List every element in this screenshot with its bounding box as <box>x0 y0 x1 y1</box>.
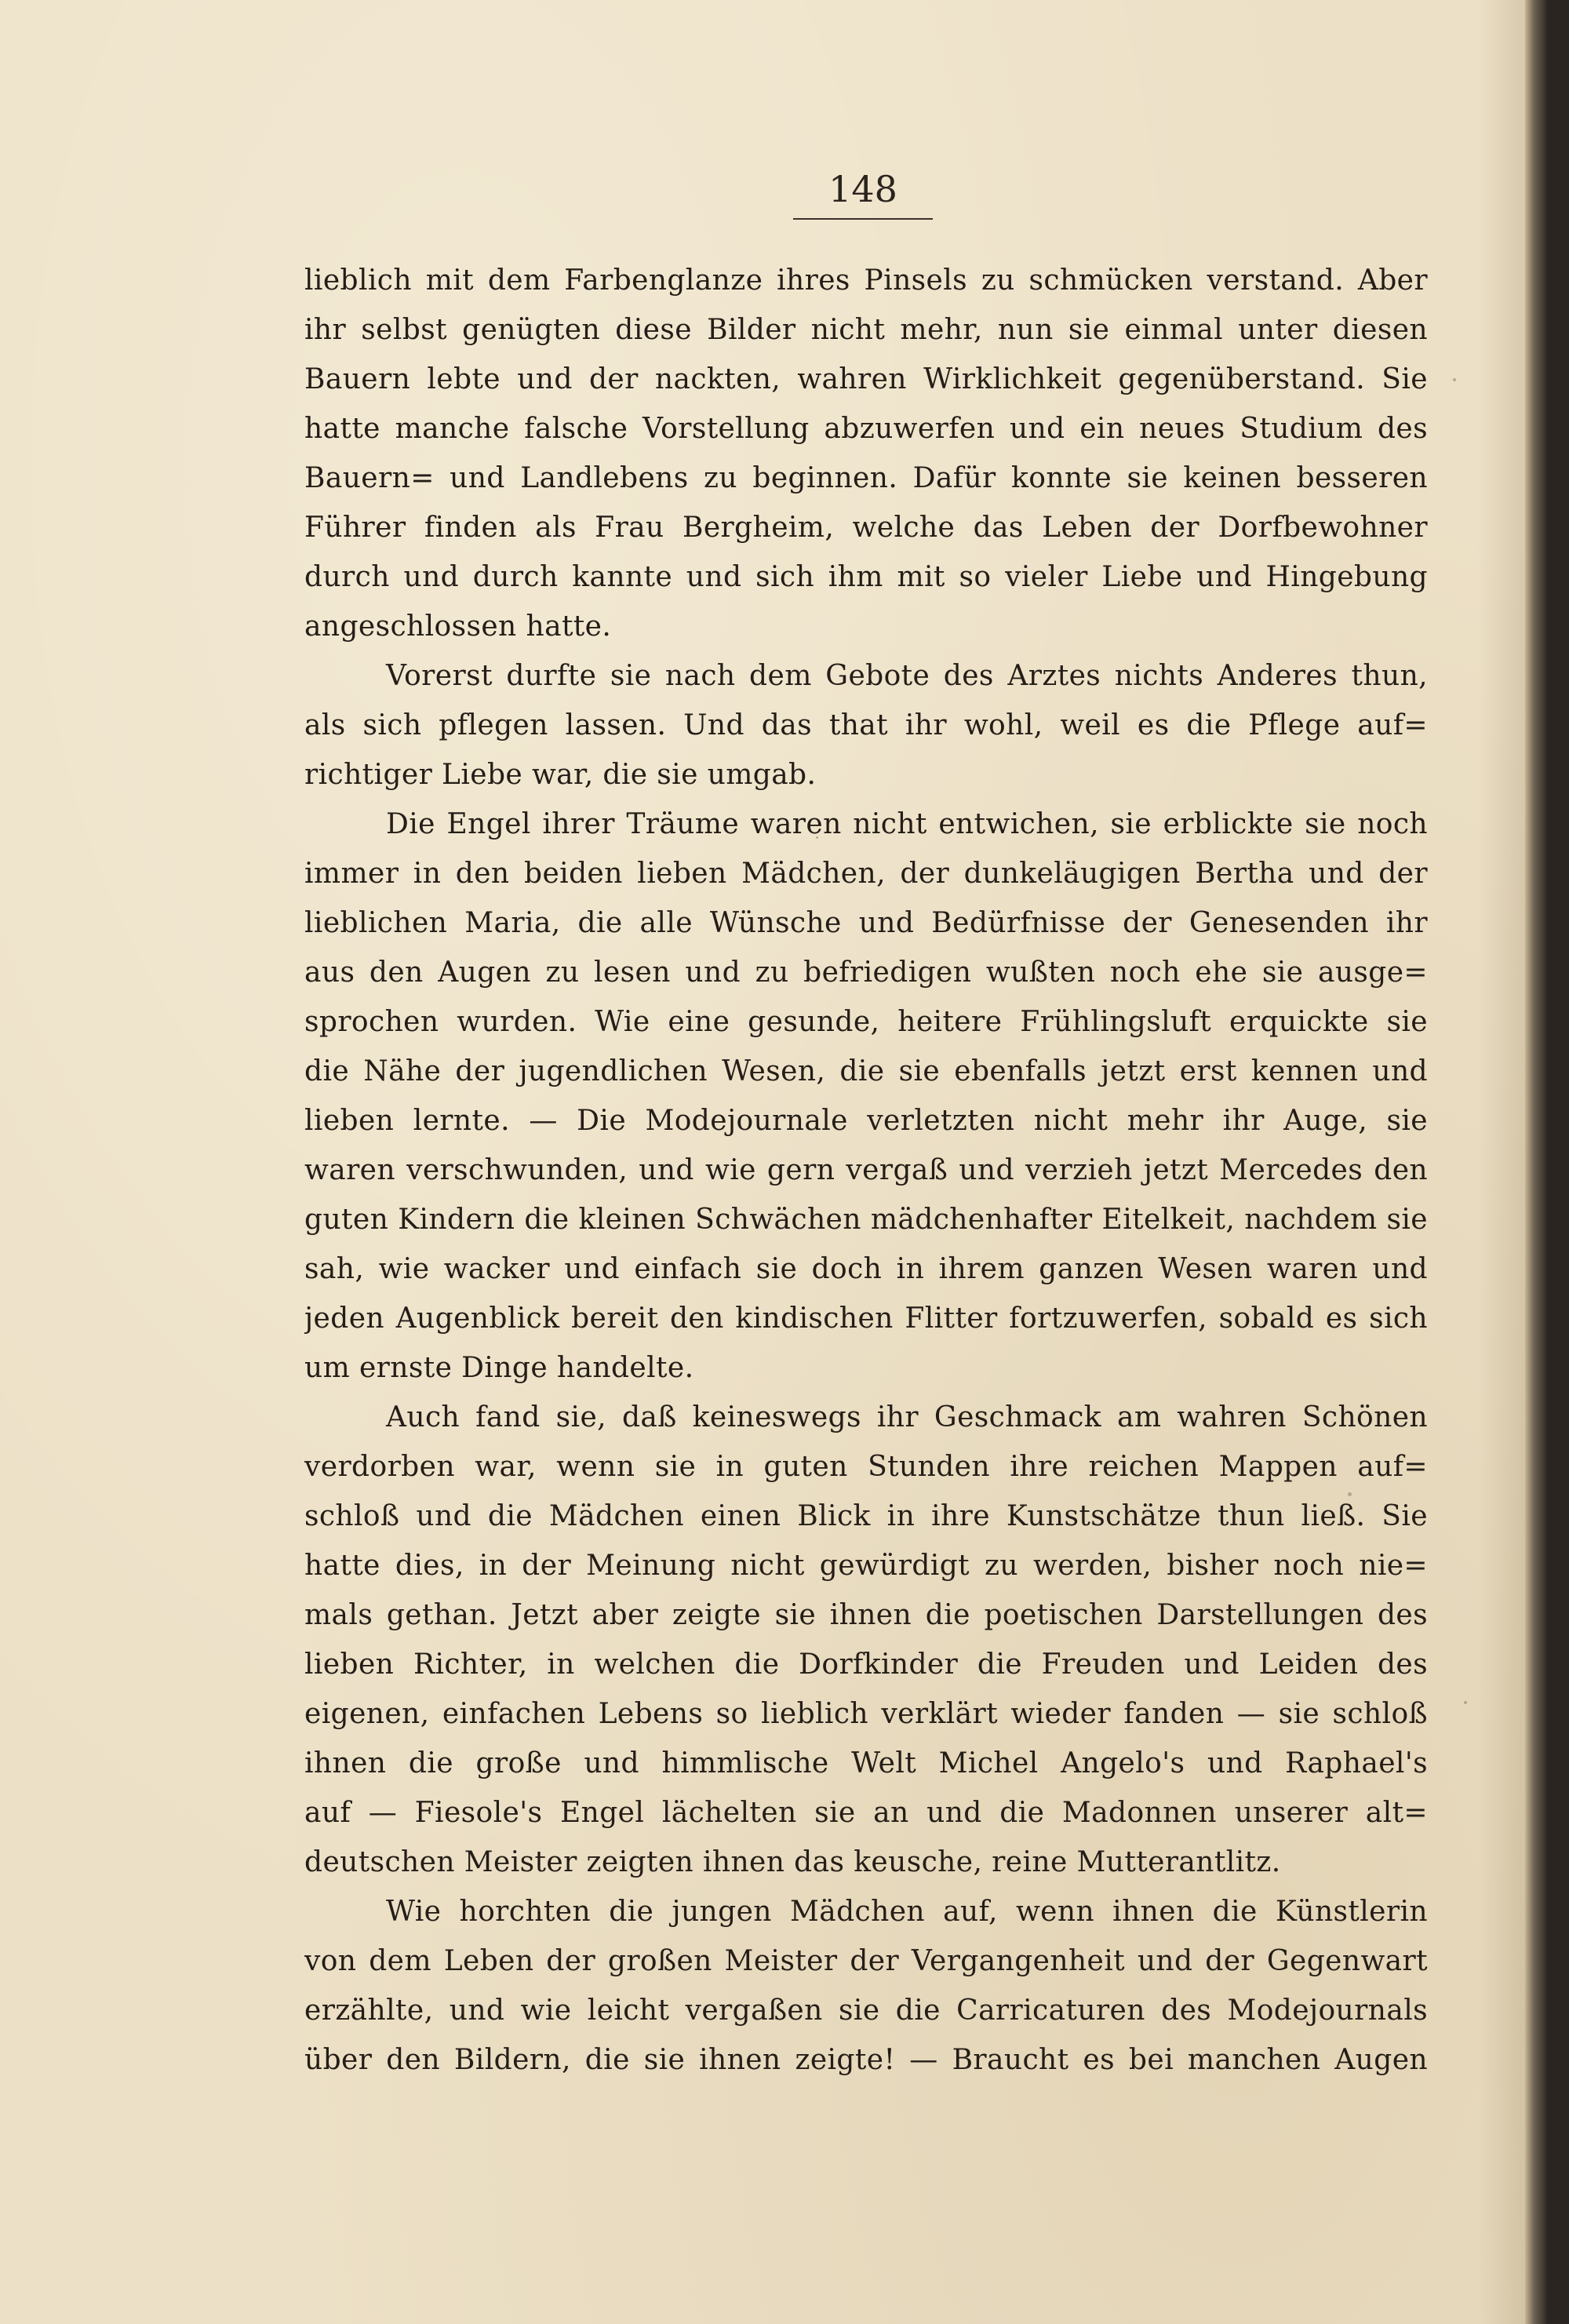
text-line: Die Engel ihrer Träume waren nicht entwichen, sie erblickte sie noch <box>386 808 1428 840</box>
text-line: lieblichen Maria, die alle Wünsche und Bedürfnisse der Genesenden ihr <box>304 907 1428 939</box>
text-line: immer in den beiden lieben Mädchen, der dunkeläugigen Bertha und der <box>304 858 1428 890</box>
text-line: als sich pflegen lassen. Und das that ihr wohl, weil es die Pflege auf= <box>304 709 1428 741</box>
text-line: eigenen, einfachen Lebens so lieblich verklärt wieder fanden — sie schloß <box>304 1698 1428 1730</box>
text-line: hatte manche falsche Vorstellung abzuwerfen und ein neues Studium des <box>304 413 1428 445</box>
paper-speck <box>1464 1701 1467 1704</box>
text-line: erzählte, und wie leicht vergaßen sie die Carricaturen des Modejournals <box>304 1994 1428 2027</box>
text-line: durch und durch kannte und sich ihm mit so vieler Liebe und Hingebung <box>304 561 1428 593</box>
binding-gutter <box>1525 0 1547 2324</box>
text-line: guten Kindern die kleinen Schwächen mädchenhafter Eitelkeit, nachdem sie <box>304 1204 1428 1236</box>
text-line: schloß und die Mädchen einen Blick in ihre Kunstschätze thun ließ. Sie <box>304 1500 1428 1532</box>
text-line: ihr selbst genügten diese Bilder nicht mehr, nun sie einmal unter diesen <box>304 314 1428 346</box>
text-line: waren verschwunden, und wie gern vergaß und verzieh jetzt Mercedes den <box>304 1154 1428 1186</box>
text-line: Wie horchten die jungen Mädchen auf, wenn ihnen die Künstlerin <box>386 1896 1428 1928</box>
text-line: lieben lernte. — Die Modejournale verletzten nicht mehr ihr Auge, sie <box>304 1105 1428 1137</box>
text-line: sprochen wurden. Wie eine gesunde, heitere Frühlingsluft erquickte sie <box>304 1006 1428 1038</box>
paper-speck <box>1453 378 1456 381</box>
body-text <box>304 256 1428 2085</box>
page-header <box>784 168 941 220</box>
text-line: von dem Leben der großen Meister der Vergangenheit und der Gegenwart <box>304 1945 1428 1977</box>
text-line: deutschen Meister zeigten ihnen das keusche, reine Mutterantlitz. <box>304 1846 1281 1878</box>
text-line: über den Bildern, die sie ihnen zeigte! — Braucht es bei manchen Augen <box>304 2044 1428 2076</box>
text-line: lieblich mit dem Farbenglanze ihres Pinsels zu schmücken verstand. Aber <box>304 264 1428 297</box>
text-line: Führer finden als Frau Bergheim, welche das Leben der Dorfbewohner <box>304 512 1428 544</box>
text-line: um ernste Dinge handelte. <box>304 1352 694 1384</box>
text-line: mals gethan. Jetzt aber zeigte sie ihnen die poetischen Darstellungen des <box>304 1599 1428 1631</box>
text-line: sah, wie wacker und einfach sie doch in ihrem ganzen Wesen waren und <box>304 1253 1428 1285</box>
page-fold-shadow <box>1478 0 1525 2324</box>
text-line: aus den Augen zu lesen und zu befriedigen wußten noch ehe sie ausge= <box>304 956 1428 989</box>
text-line: Bauern= und Landlebens zu beginnen. Dafür konnte sie keinen besseren <box>304 462 1428 494</box>
text-line: Auch fand sie, daß keineswegs ihr Geschmack am wahren Schönen <box>386 1401 1428 1433</box>
text-line: angeschlossen hatte. <box>304 610 612 643</box>
text-line: verdorben war, wenn sie in guten Stunden ihre reichen Mappen auf= <box>304 1451 1428 1483</box>
text-line: Vorerst durfte sie nach dem Gebote des Arztes nichts Anderes thun, <box>386 660 1428 692</box>
text-line: auf — Fiesole's Engel lächelten sie an und die Madonnen unserer alt= <box>304 1797 1428 1829</box>
text-line: Bauern lebte und der nackten, wahren Wirklichkeit gegenüberstand. Sie <box>304 363 1428 395</box>
text-line: jeden Augenblick bereit den kindischen Flitter fortzuwerfen, sobald es sich <box>304 1302 1428 1335</box>
page-number: 148 <box>828 168 897 210</box>
text-line: richtiger Liebe war, die sie umgab. <box>304 759 817 791</box>
text-line: hatte dies, in der Meinung nicht gewürdigt zu werden, bisher noch nie= <box>304 1550 1428 1582</box>
text-line: die Nähe der jugendlichen Wesen, die sie ebenfalls jetzt erst kennen und <box>304 1055 1428 1087</box>
text-line: ihnen die große und himmlische Welt Michel Angelo's und Raphael's <box>304 1747 1428 1779</box>
page-number-rule <box>793 218 933 220</box>
text-line: lieben Richter, in welchen die Dorfkinder die Freuden und Leiden des <box>304 1648 1428 1681</box>
